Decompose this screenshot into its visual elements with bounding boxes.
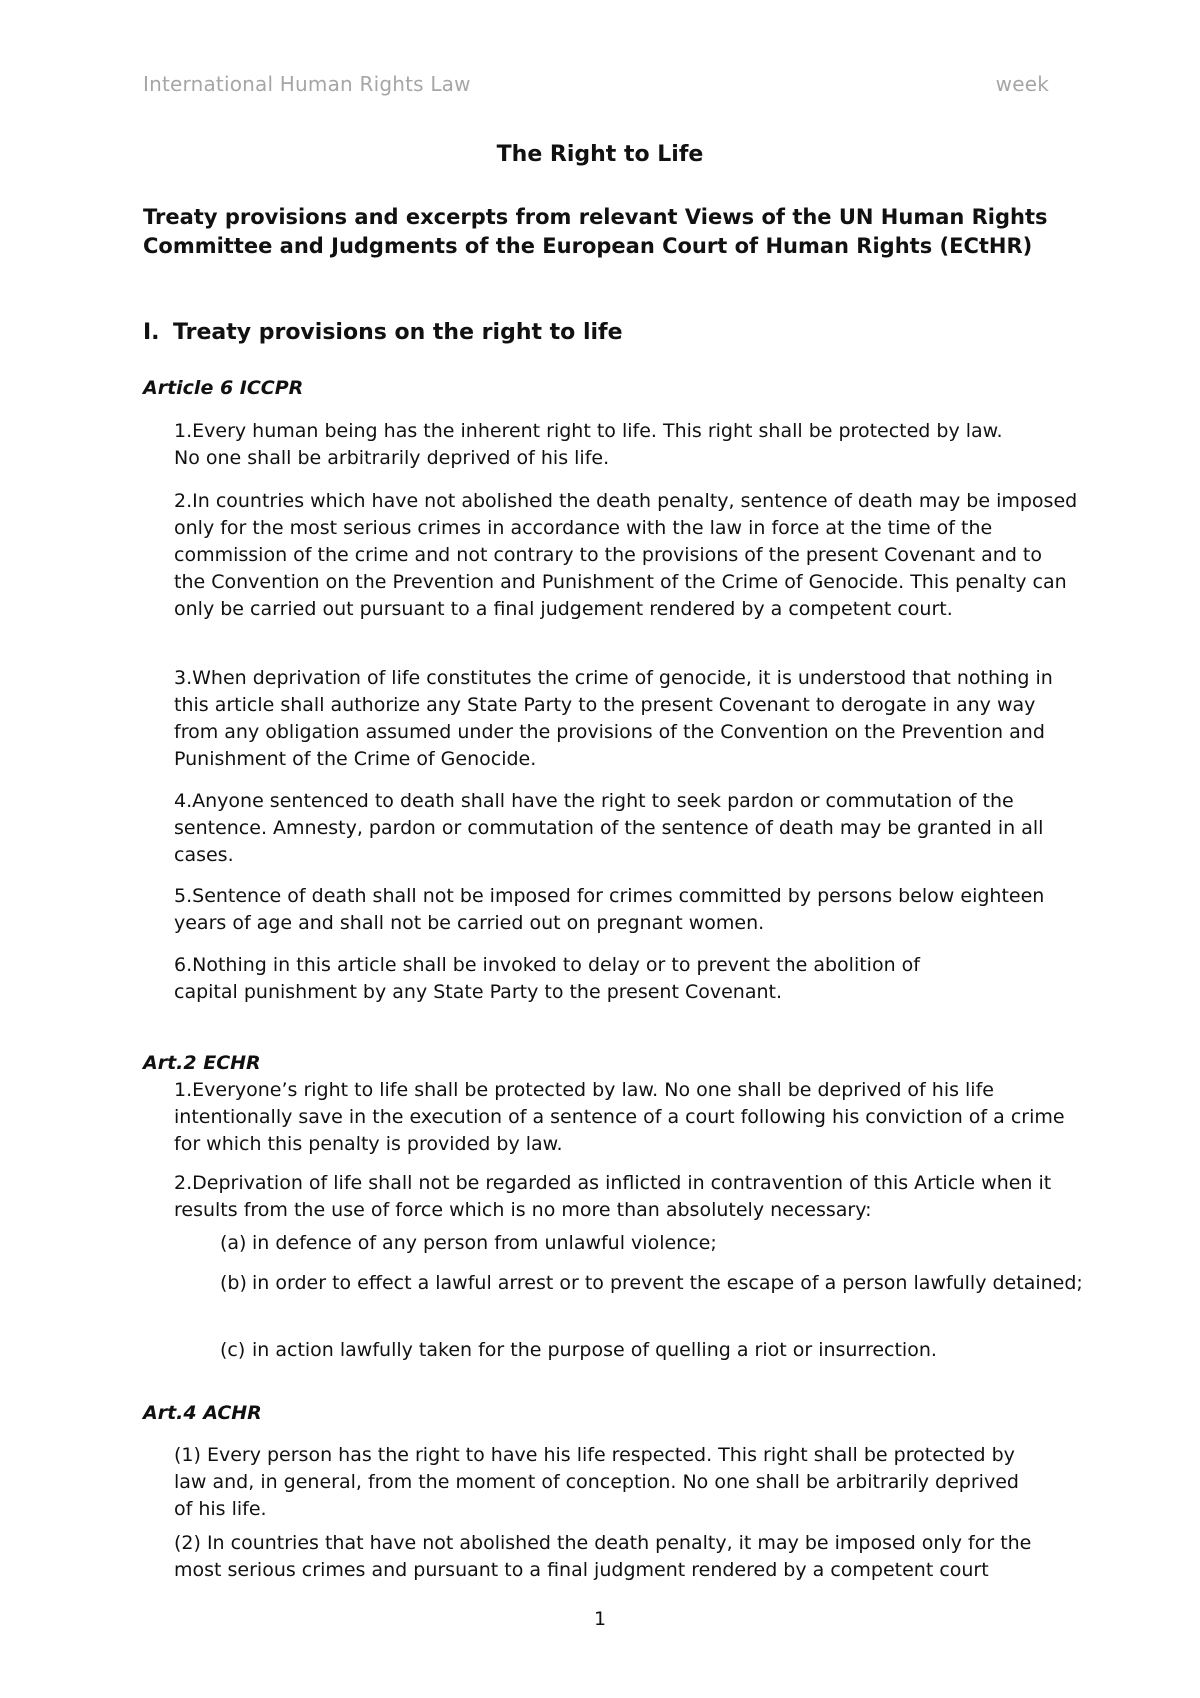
page-number: 1 xyxy=(593,1608,607,1630)
document-title: The Right to Life xyxy=(496,142,704,167)
document-subtitle: Treaty provisions and excerpts from relevant Views of the UN Human Rights Committee and Judgments of the European Court of Human Rights (ECtHR) xyxy=(143,205,1048,258)
iccpr-paragraph-1: 1.Every human being has the inherent right to life. This right shall be protected by law. No one shall be arbitrarily deprived of his life. xyxy=(174,420,1003,469)
section-number: I. xyxy=(143,320,160,345)
section-title: Treaty provisions on the right to life xyxy=(173,320,623,345)
achr-paragraph-2: (2) In countries that have not abolished the death penalty, it may be imposed only for the most serious crimes and pursuant to a final judgment rendered by a competent court xyxy=(174,1532,1032,1581)
echr-item-c-text: in action lawfully taken for the purpose of quelling a riot or insurrection. xyxy=(252,1339,937,1361)
achr-heading: Art.4 ACHR xyxy=(143,1402,262,1424)
achr-paragraph-1: (1) Every person has the right to have his life respected. This right shall be protected by law and, in general, from the moment of conception. No one shall be arbitrarily deprived of his life. xyxy=(174,1444,1019,1520)
iccpr-paragraph-3: 3.When deprivation of life constitutes the crime of genocide, it is understood that nothing in this article shall authorize any State Party to the present Covenant to derogate in any way from any obligation assumed under the provisions of the Convention on the Prevention and Punishment of the Crime of Genocide. xyxy=(174,667,1053,770)
echr-paragraph-1: 1.Everyone’s right to life shall be protected by law. No one shall be deprived of his life intentionally save in the execution of a sentence of a court following his conviction of a crime for which this penalty is provided by law. xyxy=(174,1079,1065,1155)
iccpr-paragraph-6: 6.Nothing in this article shall be invoked to delay or to prevent the abolition of capital punishment by any State Party to the present Covenant. xyxy=(174,954,920,1003)
echr-item-a-text: in defence of any person from unlawful violence; xyxy=(252,1232,717,1254)
echr-item-b xyxy=(220,1270,1112,1296)
iccpr-heading: Article 6 ICCPR xyxy=(143,377,304,399)
iccpr-paragraph-5: 5.Sentence of death shall not be imposed for crimes committed by persons below eighteen years of age and shall not be carried out on pregnant women. xyxy=(174,885,1045,934)
echr-item-b-label: (b) xyxy=(220,1272,247,1294)
echr-item-c-label: (c) xyxy=(220,1339,246,1361)
header-week: week xyxy=(995,72,1049,96)
echr-item-b-text: in order to effect a lawful arrest or to prevent the escape of a person lawfully detained; xyxy=(252,1272,1083,1294)
section-heading xyxy=(143,320,623,345)
iccpr-paragraph-2: 2.In countries which have not abolished the death penalty, sentence of death may be imposed only for the most serious crimes in accordance with the law in force at the time of the commission of the crime and not contrary to the provisions of the present Covenant and to the Convention on the Prevention and Punishment of the Crime of Genocide. This penalty can only be carried out pursuant to a final judgement rendered by a competent court. xyxy=(174,490,1078,620)
echr-item-a-label: (a) xyxy=(220,1232,247,1254)
echr-item-c xyxy=(220,1337,1090,1363)
header-course-title: International Human Rights Law xyxy=(143,72,471,96)
echr-item-a xyxy=(220,1230,1090,1256)
iccpr-paragraph-4: 4.Anyone sentenced to death shall have the right to seek pardon or commutation of the sentence. Amnesty, pardon or commutation of the sentence of death may be granted in all cases. xyxy=(174,790,1044,866)
echr-paragraph-2: 2.Deprivation of life shall not be regarded as inflicted in contravention of this Article when it results from the use of force which is no more than absolutely necessary: xyxy=(174,1172,1052,1221)
echr-heading: Art.2 ECHR xyxy=(143,1052,261,1074)
